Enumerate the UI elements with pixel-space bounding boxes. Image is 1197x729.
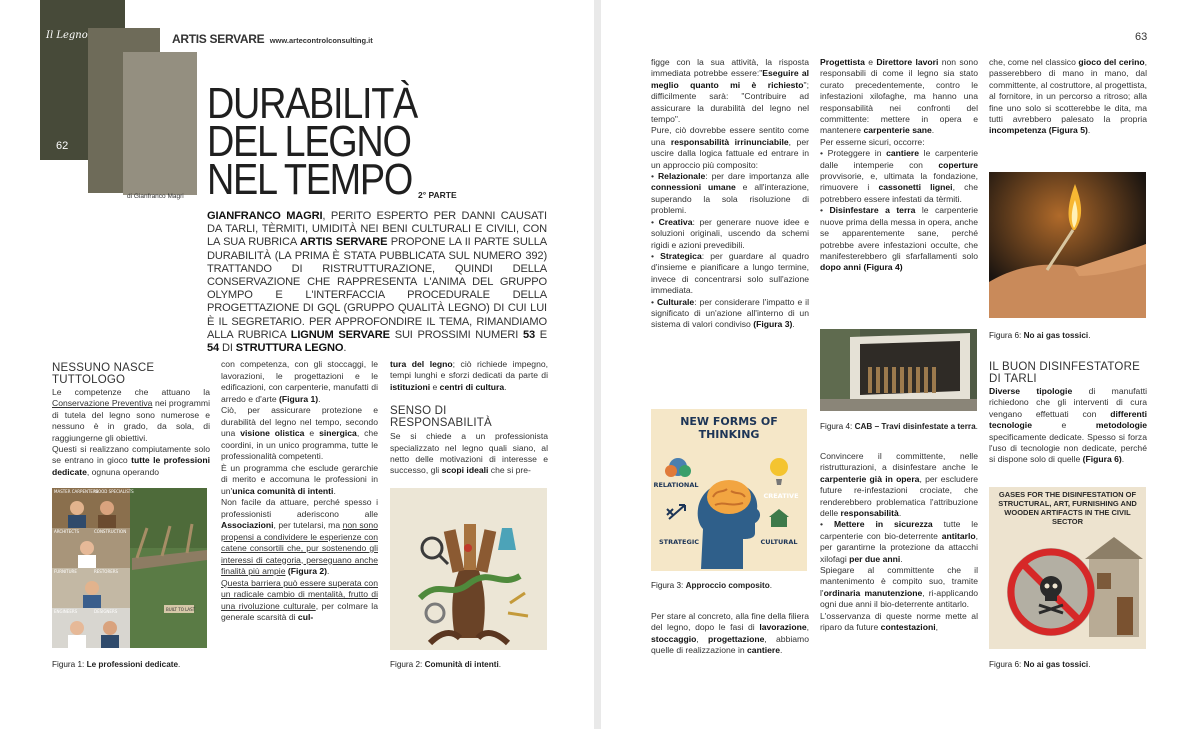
- emph: cassonetti lignei: [878, 182, 953, 193]
- fig1-sign: BUILT TO LAST: [166, 607, 196, 612]
- text: nei programmi di tutela del legno sono numerose e nessuno è in grado, da sola, di raggiungerne gli obiettivi.: [52, 398, 210, 443]
- bullet-title: Mettere in sicurezza: [833, 519, 933, 530]
- section-heading-3a: IL BUON DISINFESTATORE: [989, 361, 1140, 373]
- figure-3-caption: [651, 581, 811, 591]
- text: Per esserne sicuri, occorre:: [820, 136, 925, 147]
- bullet-title: Disinfestare a: [829, 205, 897, 216]
- fig1-label: RESTORERS: [94, 569, 119, 574]
- fig-ref: (Figura 6): [1082, 454, 1122, 465]
- figure-1-collage: [52, 488, 207, 648]
- text: di manufatti richiedono che gli interventi di cura vengano effettuati con: [989, 386, 1148, 419]
- text: , ognuna operando: [86, 466, 160, 477]
- col1-text: [52, 387, 210, 478]
- fig-ref: (Figura 4): [863, 262, 903, 273]
- right-col-1: figge con la sua attività, la risposta immediata potrebbe essere:"Eseguire al meglio quanto mi è richiesto"; difficilmente sarà: "Contribuire ad assicurare la durabilità del legno nel tempo". Pure, ciò dovrebbe essere sentito come una responsabilità irrinunciabile, per uscire dalla logica fattuale ed entrare in un approccio più composito: • Relazionale: per dare importanza alle connessioni umane e all'interazione, superando la sola risoluzione di problemi. • Creativa: per generare nuove idee e soluzioni originali, uscendo da schemi rigidi e azioni prevedibili. • Strategica: per guardare al quadro d'insieme e pianificare a lungo termine, invece di concentrarsi solo sull'azione immediata. • Culturale: per considerare l'impatto e il significato di un'azione all'interno di un sistema di valori condiviso (Figura 3).: [651, 57, 810, 330]
- text: che si pre-: [488, 465, 531, 476]
- fig-ref: (Figura 3): [753, 319, 793, 330]
- text: Spiegare al committente che il mantenimento è compito suo, tramite l': [820, 565, 978, 598]
- header-url[interactable]: www.artecontrolconsulting.it: [269, 36, 373, 45]
- figure-3-image: [651, 409, 807, 571]
- emph: contestazioni: [880, 622, 936, 633]
- intro-text: PROPONE LA II PARTE SULLA DURABILITÀ (LA PRIMA È STATA PUBBLICATA SUL NUMERO 392) TRATTANDO DI RISTRUTTURAZIONE, QUINDI DELLA CONSERVAZIONE CHE RAPPRESENTA L'ANIMA DEL GRUPPO OLYMPO E L'INTERFACCIA PROCEDURALE DELLA PROGETTAZIONE DI GQL (GRUPPO QUALITÀ LEGNO) DI CUI LUI È IL SEGRETARIO. PER APPROFONDIRE IL TEMA, RIMANDIAMO ALLA RUBRICA: [207, 236, 547, 341]
- emph: Associazioni: [221, 520, 274, 530]
- caption-end: .: [1088, 660, 1091, 669]
- intro-rubric-2: LIGNUM SERVARE: [290, 328, 390, 341]
- caption-prefix: Figura 4:: [820, 422, 855, 431]
- emph: differenti tecnologie: [989, 408, 1147, 431]
- caption-prefix: Figura 6:: [989, 331, 1024, 340]
- right-col-2-bottom: Convincere il committente, nelle ristrutturazioni, a disinfestare anche le carpenterie già in opera, per escludere future re-infestazioni crociate, che renderebbero problematica l'attribuzione delle responsabilità. • Mettere in sicurezza tutte le carpenterie con bio-deterrente antitarlo, per garantirne la protezione da attacchi xilofagi per due anni. Spiegare al committente che il mantenimento è compito suo, tramite l'ordinaria manutenzione, ri-applicando ogni due anni il bio-deterrente antitarlo. L'osservanza di queste norme mette al riparo da future contestazioni,: [820, 451, 979, 633]
- left-col-3: [390, 359, 548, 477]
- color-block-light: [123, 52, 197, 195]
- bullet-title: Culturale: [656, 296, 695, 307]
- text: figge con la sua attività, la risposta immediata potrebbe essere:": [651, 57, 809, 79]
- intro-text: SUI PROSSIMI NUMERI: [389, 328, 523, 341]
- fig3-label-creative: CREATIVE: [763, 492, 799, 500]
- intro-number: 54: [207, 342, 220, 355]
- text: con competenza, con gli stoccaggi, le lavorazioni, le progettazioni e le edificazioni, con carpenterie, manufatti di arredo e d'arte: [221, 359, 378, 404]
- text: .: [931, 125, 935, 136]
- text: .: [504, 381, 507, 392]
- text: .: [1087, 125, 1091, 136]
- text: "; difficilmente sarà: "Contribuire ad assicurare la durabilità del legno nel tempo".: [651, 79, 809, 125]
- caption-end: .: [498, 660, 502, 669]
- caption-title: Approccio composito: [685, 581, 770, 590]
- text: e all'interazione, superando la sola risoluzione di problemi.: [651, 182, 809, 216]
- fig6-title: GASES FOR THE DISINFESTATION OF STRUCTURAL, ART, FURNISHING AND WOODEN ARTIFACTS IN THE CIVIL SECTOR: [998, 490, 1137, 526]
- text: non sono responsabili di come il legno sia stato curato precedentemente, contro le infestazioni xilofaghe, ma hanno una responsabilità nei confronti del committente: mettere in opera e mantenere: [820, 57, 978, 136]
- text: : per guardare al quadro d'insieme e pianificare a lungo termine, invece di concentrarsi solo sull'azione immediata.: [651, 250, 809, 296]
- byline: di Gianfranco Magri: [127, 193, 184, 200]
- text: È un programma che esclude gerarchie di merito e accomuna le professioni in un': [221, 462, 378, 496]
- emph: unica comunità di intenti: [232, 485, 334, 496]
- emph: responsabilità: [840, 508, 899, 519]
- fig-ref: (Figura 5): [1048, 125, 1088, 136]
- fig3-label-strategic: STRATEGIC: [658, 538, 700, 546]
- text: .: [1121, 454, 1125, 465]
- emph: Diverse tipologie: [989, 386, 1073, 396]
- caption-title: CAB – Travi disinfestate a terra: [854, 422, 976, 431]
- right-col-3: [989, 57, 1147, 137]
- emph: lavorazione: [759, 622, 807, 633]
- emph: scopi ideali: [441, 465, 489, 476]
- figure-1-caption: [52, 660, 212, 670]
- bullet-title: Strategica: [660, 250, 702, 261]
- title-line-1: DURABILITÀ: [207, 79, 417, 128]
- underlined-text: Questa barriera può essere superata con un radicale cambio di mentalità, frutto di una rivoluzione culturale: [221, 577, 378, 611]
- text: , passerebbero di mano in mano, dal committente, al costruttore, al progettista, al fornitore, in un percorso a ritroso; alla fine uno solo si scotterebbe le dita, ma tutti avrebbero palesato la propria: [989, 57, 1147, 125]
- left-col-1: [52, 362, 210, 478]
- caption-end: .: [769, 581, 773, 590]
- article-title: [207, 79, 417, 204]
- figure-1-image: [52, 488, 207, 648]
- text: Proteggere in: [827, 148, 887, 159]
- text: ,: [696, 633, 709, 644]
- intro-text: E: [534, 328, 548, 341]
- right-page: [601, 0, 1197, 729]
- figure-6-illustration: [989, 487, 1146, 649]
- text: .: [327, 566, 330, 576]
- emph: cantiere: [886, 148, 920, 159]
- part-label: 2° PARTE: [418, 190, 457, 200]
- intro-magazine: STRUTTURA LEGNO: [235, 342, 344, 355]
- text: e: [430, 381, 440, 392]
- title-line-3: NEL TEMPO: [207, 155, 412, 204]
- col3-text: [989, 386, 1147, 466]
- emph: tura del legno: [390, 359, 453, 369]
- section-heading-2: SENSO DI RESPONSABILITÀ: [390, 405, 492, 430]
- left-page: [0, 0, 594, 729]
- fig3-label-cultural: CULTURAL: [760, 538, 798, 546]
- right-col-3-section: [989, 361, 1147, 466]
- figure-5-photo: [989, 172, 1146, 318]
- emph: connessioni umane: [651, 182, 736, 193]
- fig1-label: DESIGNERS: [94, 609, 118, 614]
- fig3-title-2: THINKING: [698, 428, 760, 441]
- fig1-label: ARCHITECTS: [54, 529, 80, 534]
- brand-logo: Il Legno: [46, 30, 88, 41]
- title-line-2: DEL LEGNO: [207, 117, 411, 166]
- intro-text: DI: [219, 342, 236, 355]
- figure-4-caption: [820, 422, 985, 432]
- text: e: [1031, 420, 1096, 431]
- caption-end: .: [178, 660, 181, 669]
- figure-2-illustration: [390, 488, 547, 650]
- figure-2-image: [390, 488, 547, 650]
- text: Pure, ciò dovrebbe essere sentito come una: [651, 125, 809, 147]
- text: Per stare al concreto, alla fine della filiera del legno, dopo le fasi di: [651, 611, 809, 633]
- emph: cul-: [297, 612, 314, 622]
- text: provvisorie, e, ultimata la fondazione, rimuovere i: [820, 171, 978, 193]
- emph: carpenterie già in opera: [820, 473, 920, 484]
- text: , che potrebbero essere infestati da tèrmiti.: [820, 182, 978, 204]
- header-title: ARTIS SERVARE: [172, 32, 265, 46]
- caption-prefix: Figura 2:: [390, 660, 425, 669]
- text: , per uscire dalla logica fattuale ed entrare in un approccio più composito:: [651, 136, 809, 170]
- text: .: [900, 553, 903, 564]
- emph: dopo anni: [820, 262, 862, 273]
- text: e: [304, 428, 320, 438]
- conservazione-link[interactable]: Conservazione Preventiva: [52, 398, 153, 409]
- fig-ref: (Figura 2): [287, 566, 328, 576]
- text: Le competenze che attuano la: [52, 387, 210, 397]
- text: Questi si realizzano compiutamente solo se entrano in gioco: [52, 444, 210, 466]
- caption-title: Comunità di intenti: [424, 660, 499, 669]
- page-number-right: 63: [1135, 31, 1148, 43]
- fig1-label: WOOD SPECIALISTS: [94, 489, 134, 494]
- fig1-label: CONSTRUCTION: [94, 529, 127, 534]
- text: , abbiamo quelle di realizzazione in: [651, 633, 809, 656]
- emph: Direttore lavori: [876, 57, 939, 67]
- section-heading-3b: DI TARLI: [989, 373, 1037, 385]
- fig1-label: FURNITURE: [54, 569, 77, 574]
- emph: Eseguire al meglio quanto mi è richiesto: [651, 68, 810, 90]
- page-number-left: 62: [56, 140, 69, 152]
- text: .: [898, 508, 902, 519]
- text: le carpenterie dalle intemperie con: [820, 148, 978, 170]
- caption-title: Le professioni dedicate: [86, 660, 179, 669]
- fig3-title-1: NEW FORMS OF: [680, 415, 778, 428]
- caption-title: No ai gas tossici: [1023, 331, 1089, 340]
- intro-paragraph: [207, 210, 547, 355]
- text: Ciò, per assicurare protezione e durabilità del legno nel tempo, secondo una: [221, 405, 378, 438]
- intro-author: GIANFRANCO MAGRI: [207, 210, 323, 222]
- text: Convincere il committente, nelle ristrutturazioni, a disinfestare anche le: [820, 451, 978, 473]
- text: , per escludere future re-infestazioni crociate, che renderebbero problematica l'attribuzione delle: [820, 473, 978, 519]
- underlined-text: non sono propensi a condividere le esperienze con catene consortili che, pur sostenendo gli interessi di categoria, perseguano anche finalità più ampie: [221, 520, 378, 576]
- text: che, come nel classico: [989, 57, 1079, 67]
- bullet-title: Relazionale: [657, 171, 706, 182]
- emph: visione olistica: [240, 428, 305, 438]
- bullet-title: Creativa: [658, 216, 693, 227]
- text: , per tutelarsi, ma: [273, 520, 343, 530]
- text: .: [333, 485, 336, 496]
- figure-5-caption: [989, 331, 1149, 341]
- text: : per generare nuove idee e soluzioni originali, uscendo da schemi rigidi e azioni prevedibili.: [651, 216, 809, 250]
- text: e: [864, 57, 877, 67]
- text: .: [792, 319, 795, 330]
- emph: coperture: [938, 159, 978, 170]
- emph: per due anni: [849, 553, 901, 564]
- right-col-2: Progettista e Direttore lavori non sono responsabili di come il legno sia stato curato precedentemente, contro le infestazioni xilofaghe, ma hanno una responsabilità nei confronti del committente: mettere in opera e mantenere carpenterie sane. Per esserne sicuri, occorre: • Proteggere in cantiere le carpenterie dalle intemperie con coperture provvisorie, e, ultimata la fondazione, rimuovere i cassonetti lignei, che potrebbero essere infestati da tèrmiti. • Disinfestare a terra le carpenterie nuove prima della messa in opera, anche se apparentemente sane, perché potrebbe avere infestazioni occulte, che manifesterebbero gli sfarfallamenti solo dopo anni (Figura 4): [820, 57, 978, 273]
- text: : per dare importanza alle: [705, 171, 809, 182]
- text: , per garantirne la protezione da attacchi xilofagi: [820, 530, 978, 564]
- emph: sinergica: [319, 428, 357, 438]
- text: tutte le carpenterie con bio-deterrente: [820, 519, 978, 541]
- fig1-label: ENGINEERS: [54, 609, 78, 614]
- left-col-2: [221, 359, 378, 624]
- fig-ref: (Figura 1): [279, 393, 319, 404]
- emph: cantiere: [747, 645, 780, 656]
- figure-2-caption: [390, 660, 550, 670]
- intro-number: 53: [522, 328, 535, 341]
- emph: ordinaria manutenzione: [823, 587, 923, 598]
- text: ; ciò richiede impegno, tempi lunghi e sforzi dedicati da parte di: [390, 359, 549, 381]
- caption-prefix: Figura 6:: [989, 660, 1024, 669]
- text: .: [318, 393, 321, 404]
- text: le carpenterie nuove prima della messa in opera, anche se apparentemente sane, perché potrebbe avere infestazioni occulte, che manifesterebbero gli sfarfallamenti solo: [820, 205, 978, 261]
- intro-rubric: ARTIS SERVARE: [299, 236, 388, 249]
- caption-end: .: [1088, 331, 1091, 340]
- caption-prefix: Figura 1:: [52, 660, 87, 669]
- text: , per colmare la generale scarsità di: [221, 600, 378, 622]
- emph: tutte le professioni dedicate: [52, 455, 211, 477]
- text: .: [780, 645, 783, 656]
- emph: gioco del cerino: [1078, 57, 1145, 67]
- col3-text-2: [390, 431, 548, 477]
- emph: carpenterie sane: [863, 125, 932, 136]
- section-heading-1: NESSUNO NASCE TUTTOLOGO: [52, 362, 155, 386]
- emph: incompetenza: [989, 125, 1047, 136]
- emph: responsabilità irrinunciabile: [670, 136, 789, 147]
- emph: metodologie: [1095, 420, 1147, 431]
- emph: stoccaggio: [651, 633, 697, 644]
- text: , ri-applicando ogni due anni il bio-deterrente antitarlo.: [820, 587, 979, 610]
- fig3-label-relational: RELATIONAL: [653, 481, 699, 489]
- text: Se si chiede a un professionista specializzato nel legno quali siano, al netto delle motivazioni di interesse e successo, gli: [390, 431, 548, 476]
- text: , che coordini, in un unico programma, tutte le professionalità competenti.: [221, 428, 378, 461]
- caption-title: No ai gas tossici: [1023, 660, 1089, 669]
- emph: istituzioni: [390, 381, 431, 392]
- figure-4-photo: [820, 329, 977, 411]
- right-col-1-bottom: [651, 611, 809, 657]
- emph: centri di cultura: [439, 381, 505, 392]
- text: Non facile da attuare, perché spesso i professionisti aderiscono alle: [221, 497, 378, 519]
- figure-6-caption: [989, 660, 1149, 670]
- intro-text: .: [343, 342, 347, 355]
- emph: terra: [896, 205, 916, 216]
- figure-6-image: [989, 487, 1146, 649]
- emph: Progettista: [820, 57, 865, 67]
- col3-text: [390, 359, 548, 393]
- text: ,: [935, 622, 938, 633]
- caption-end: .: [975, 422, 978, 431]
- running-header: [172, 32, 373, 46]
- text: : per considerare l'impatto e il significato di un'azione all'interno di un sistema di valori condiviso: [651, 296, 809, 330]
- figure-3-illustration: [651, 409, 807, 571]
- text: ,: [806, 622, 809, 633]
- fig1-label: MASTER CARPENTERS: [54, 489, 99, 494]
- figure-5-image: [989, 172, 1146, 318]
- text: specificamente dedicate. Spesso si forza l'uso di tecnologie non dedicate, perché si dispone solo di quelle: [989, 431, 1147, 465]
- caption-prefix: Figura 3:: [651, 581, 686, 590]
- figure-4-image: [820, 329, 977, 411]
- emph: progettazione: [708, 633, 765, 644]
- text: L'osservanza di queste norme mette al riparo da future: [820, 610, 978, 633]
- emph: antitarlo: [941, 530, 976, 541]
- intro-text: , PERITO ESPERTO PER DANNI CAUSATI DA TARLI, TÈRMITI, UMIDITÀ NEI BENI CULTURALI E CIVILI, CON LA SUA RUBRICA: [207, 210, 547, 249]
